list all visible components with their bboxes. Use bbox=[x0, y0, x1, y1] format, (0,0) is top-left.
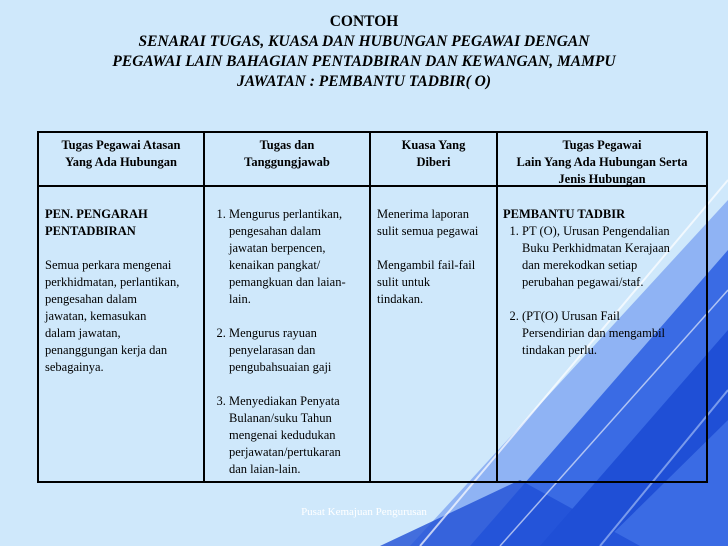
header-col-2: Tugas dan Tanggungjawab bbox=[244, 138, 330, 169]
cell-authority bbox=[377, 206, 497, 308]
header-col-4: Tugas Pegawai Lain Yang Ada Hubungan Serta Jenis Hubungan bbox=[516, 138, 688, 186]
header-col-1: Tugas Pegawai Atasan Yang Ada Hubungan bbox=[61, 138, 181, 169]
superior-body-line: dalam jawatan, bbox=[45, 326, 121, 340]
duty-item: 1. Mengurus perlantikan, pengesahan dalam jawatan berpencen, kenaikan pangkat/ pemangkuan dan laian- lain. bbox=[229, 206, 367, 308]
relation-item: 2. (PT(O) Urusan Fail Persendirian dan mengambil tindakan perlu. bbox=[522, 308, 706, 359]
superior-body-line: penanggungan kerja dan bbox=[45, 343, 168, 357]
superior-body-line: pengesahan dalam bbox=[45, 292, 137, 306]
duties-table bbox=[37, 131, 708, 483]
cell-other-officers bbox=[503, 206, 706, 376]
title-line-2: SENARAI TUGAS, KUASA DAN HUBUNGAN PEGAWAI DENGAN bbox=[138, 33, 590, 50]
header-col-3: Kuasa Yang Diberi bbox=[401, 138, 466, 169]
title-line-1: CONTOH bbox=[329, 13, 399, 30]
other-officers-heading: PEMBANTU TADBIR bbox=[503, 207, 626, 221]
superior-heading-2: PENTADBIRAN bbox=[45, 224, 136, 238]
authority-line: Menerima laporan bbox=[377, 207, 469, 221]
footer-org-name: Pusat Kemajuan Pengurusan bbox=[301, 506, 427, 518]
superior-body-line: sebagainya. bbox=[45, 360, 104, 374]
cell-superior-officer bbox=[45, 206, 203, 376]
title-line-3: PEGAWAI LAIN BAHAGIAN PENTADBIRAN DAN KEWANGAN, MAMPU bbox=[112, 53, 616, 70]
authority-line: sulit semua pegawai bbox=[377, 224, 479, 238]
duty-item: 2. Mengurus rayuan penyelarasan dan pengubahsuaian gaji bbox=[229, 325, 367, 376]
other-officers-list bbox=[503, 223, 706, 359]
superior-body-line: perkhidmatan, perlantikan, bbox=[45, 275, 180, 289]
superior-body-line: jawatan, kemasukan bbox=[45, 309, 147, 323]
relation-item: 1. PT (O), Urusan Pengendalian Buku Perkhidmatan Kerajaan dan merekodkan setiap perubahan pegawai/staf. bbox=[522, 223, 706, 291]
cell-duties bbox=[207, 206, 367, 495]
superior-heading-1: PEN. PENGARAH bbox=[45, 207, 148, 221]
duty-item: 3. Menyediakan Penyata Bulanan/suku Tahun mengenai kedudukan perjawatan/pertukaran dan laian-lain. bbox=[229, 393, 367, 478]
superior-body-line: Semua perkara mengenai bbox=[45, 258, 172, 272]
duties-list bbox=[207, 206, 367, 478]
authority-line: tindakan. bbox=[377, 292, 424, 306]
authority-line: Mengambil fail-fail bbox=[377, 258, 476, 272]
authority-line: sulit untuk bbox=[377, 275, 431, 289]
slide-title bbox=[0, 12, 728, 92]
title-line-4: JAWATAN : PEMBANTU TADBIR( O) bbox=[236, 73, 492, 90]
